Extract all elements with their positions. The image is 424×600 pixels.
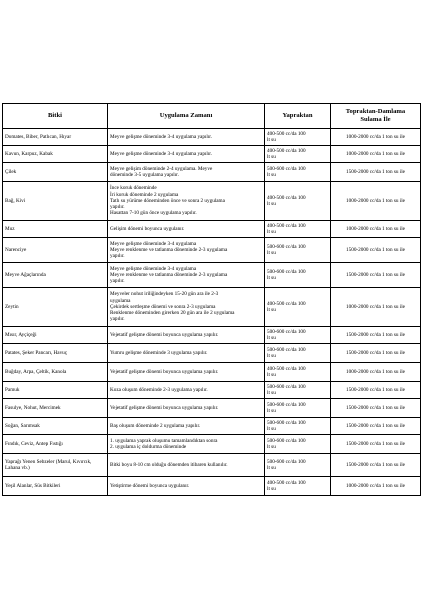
drip-dose-cell: 1000-2000 cc/da 1 ton su ile xyxy=(331,221,421,238)
drip-dose-cell: 1500-2000 cc/da 1 ton su ile xyxy=(331,238,421,263)
foliar-dose-line: lt su xyxy=(267,426,276,432)
foliar-dose-line: 500-600 cc/da 100 xyxy=(267,243,306,250)
application-time-line: İnce koruk döneminde xyxy=(110,185,157,192)
plant-cell: Narenciye xyxy=(3,238,108,263)
application-time-line: Bitki boyu 8-10 cm olduğu dönemden itibaren kullanılır. xyxy=(110,461,228,468)
drip-dose-cell: 1000-2000 cc/da 1 ton su ile xyxy=(331,129,421,146)
application-time-cell xyxy=(108,221,265,238)
plant-cell: Fasulye, Nohut, Mercimek xyxy=(3,399,108,418)
foliar-dose-line: 500-600 cc/da 100 xyxy=(267,328,306,335)
foliar-dose-line: lt su xyxy=(267,335,276,341)
foliar-dose-line: 500-600 cc/da 100 xyxy=(267,346,306,353)
table-row xyxy=(3,363,421,382)
drip-dose-cell: 1000-2000 cc/da 1 ton su ile xyxy=(331,146,421,163)
foliar-dose-line: lt su xyxy=(267,137,276,143)
drip-dose-cell: 1000-2000 cc/da 1 ton su ile xyxy=(331,182,421,221)
foliar-dose-line: 400-500 cc/da 100 xyxy=(267,479,306,486)
application-time-line: Meyve gelişme döneminde 3-4 uygulama xyxy=(110,240,197,247)
application-table xyxy=(2,103,421,496)
application-time-line: yapılır. xyxy=(110,253,125,260)
application-time-line: Meyve gelişme döneminde 3-4 uygulama yapılır. xyxy=(110,150,212,157)
application-time-line: Hasattan 7-10 gün önce uygulama yapılır. xyxy=(110,210,197,217)
application-time-cell xyxy=(108,182,265,221)
application-time-line: Gelişim dönemi boyunca uygulanır. xyxy=(110,225,185,232)
application-time-line: 2. uygulama iç doldurma döneminde xyxy=(110,444,187,450)
table-row xyxy=(3,238,421,263)
plant-cell: Fındık, Ceviz, Antep Fıstığı xyxy=(3,435,108,454)
foliar-dose-line: 400-500 cc/da 100 xyxy=(267,194,306,201)
plant-cell: Buğday, Arpa, Çeltik, Kanola xyxy=(3,363,108,382)
application-time-line: Vejetatif gelişme dönemi boyunca uygulama yapılır. xyxy=(110,404,219,411)
foliar-dose-cell xyxy=(265,477,331,496)
foliar-dose-line: lt su xyxy=(267,154,276,160)
application-time-line: Vejetatif gelişme dönemi boyunca uygulama yapılır. xyxy=(110,331,219,338)
application-time-line: Meyve renklenme ve tatlanma döneminde 2-3 uygulama xyxy=(110,271,228,278)
plant-cell: Soğan, Sarımsak xyxy=(3,418,108,435)
foliar-dose-line: 500-600 cc/da 100 xyxy=(267,458,306,465)
plant-cell: Kavun, Karpuz, Kabak xyxy=(3,146,108,163)
drip-dose-cell: 1000-2000 cc/da 1 ton su ile xyxy=(331,477,421,496)
table-row xyxy=(3,263,421,288)
foliar-dose-line: 500-600 cc/da 100 xyxy=(267,268,306,275)
application-time-line: döneminde 3-5 uygulama yapılır. xyxy=(110,172,179,178)
foliar-dose-line: lt su xyxy=(267,408,276,414)
header-plant: Bitki xyxy=(3,104,108,129)
table-row xyxy=(3,399,421,418)
drip-dose-cell: 1500-2000 cc/da 1 ton su ile xyxy=(331,263,421,288)
table-header-row xyxy=(3,104,421,129)
foliar-dose-line: lt su xyxy=(267,444,276,450)
foliar-dose-cell xyxy=(265,382,331,399)
table-row xyxy=(3,477,421,496)
plant-cell: Meyve Ağaçlarında xyxy=(3,263,108,288)
application-time-line: Meyve gelişme döneminde 3-4 uygulama yapılır. xyxy=(110,133,212,140)
table-row xyxy=(3,182,421,221)
foliar-dose-line: lt su xyxy=(267,307,276,313)
drip-dose-cell: 1500-2000 cc/da 1 ton su ile xyxy=(331,418,421,435)
application-time-cell xyxy=(108,382,265,399)
table-row xyxy=(3,221,421,238)
foliar-dose-line: lt su xyxy=(267,275,276,281)
header-drip-irrigation xyxy=(331,104,421,129)
header-drip-line1: Topraktan-Damlama xyxy=(345,108,406,116)
application-time-line: Renklenme döneminden girerken 20 gün ara ile 2 uygulama xyxy=(110,310,235,317)
drip-dose-cell: 1000-2000 cc/da 1 ton su ile xyxy=(331,363,421,382)
application-time-cell xyxy=(108,344,265,363)
document-page xyxy=(2,103,420,496)
drip-dose-cell: 1500-2000 cc/da 1 ton su ile xyxy=(331,163,421,182)
foliar-dose-line: 400-500 cc/da 100 xyxy=(267,222,306,229)
foliar-dose-line: 500-600 cc/da 100 xyxy=(267,437,306,444)
plant-cell: Yeşil Alanlar, Süs Bitkileri xyxy=(3,477,108,496)
table-row xyxy=(3,344,421,363)
foliar-dose-line: 400-500 cc/da 100 xyxy=(267,300,306,307)
application-time-cell xyxy=(108,146,265,163)
foliar-dose-line: 500-600 cc/da 100 xyxy=(267,383,306,390)
application-time-cell xyxy=(108,129,265,146)
foliar-dose-cell xyxy=(265,363,331,382)
application-time-line: Yumru gelişme döneminde 3 uygulama yapılır. xyxy=(110,349,208,356)
foliar-dose-cell xyxy=(265,435,331,454)
application-time-cell xyxy=(108,399,265,418)
foliar-dose-line: lt su xyxy=(267,172,276,178)
application-time-line: yapılır. xyxy=(110,316,125,323)
plant-cell: Domates, Biber, Patlıcan, Hıyar xyxy=(3,129,108,146)
drip-dose-cell: 1500-2000 cc/da 1 ton su ile xyxy=(331,454,421,477)
foliar-dose-line: lt su xyxy=(267,201,276,207)
application-time-line: yapılır. xyxy=(110,278,125,285)
application-time-line: Meyve gelişim döneminde 2-4 uygulama. Meyve xyxy=(110,165,213,172)
plant-cell: Pamuk xyxy=(3,382,108,399)
header-drip-line2: Sulama İle xyxy=(360,116,391,123)
foliar-dose-line: lt su xyxy=(267,372,276,378)
foliar-dose-cell xyxy=(265,263,331,288)
application-time-line: Meyve gelişme döneminde 3-4 uygulama xyxy=(110,265,197,272)
table-row xyxy=(3,288,421,327)
application-time-line: Meyveler nohut iriliğindeyken 15-20 gün ara ile 2-3 xyxy=(110,291,219,298)
drip-dose-cell: 1500-2000 cc/da 1 ton su ile xyxy=(331,327,421,344)
foliar-dose-line: lt su xyxy=(267,229,276,235)
foliar-dose-cell xyxy=(265,344,331,363)
table-body xyxy=(3,129,421,496)
header-foliar: Yapraktan xyxy=(265,104,331,129)
foliar-dose-line: lt su xyxy=(267,390,276,396)
application-time-cell xyxy=(108,327,265,344)
application-time-cell xyxy=(108,238,265,263)
foliar-dose-cell xyxy=(265,221,331,238)
application-time-cell xyxy=(108,477,265,496)
plant-cell: Bağ, Kivi xyxy=(3,182,108,221)
header-application-time: Uygulama Zamanı xyxy=(108,104,265,129)
foliar-dose-cell xyxy=(265,327,331,344)
table-row xyxy=(3,418,421,435)
plant-cell: Zeytin xyxy=(3,288,108,327)
foliar-dose-line: lt su xyxy=(267,353,276,359)
foliar-dose-line: 400-500 cc/da 100 xyxy=(267,365,306,372)
plant-cell: Patates, Şeker Pancarı, Havuç xyxy=(3,344,108,363)
foliar-dose-cell xyxy=(265,418,331,435)
foliar-dose-line: lt su xyxy=(267,465,276,471)
table-row xyxy=(3,327,421,344)
table-row xyxy=(3,435,421,454)
foliar-dose-line: 500-600 cc/da 100 xyxy=(267,401,306,408)
application-time-cell xyxy=(108,363,265,382)
table-row xyxy=(3,146,421,163)
drip-dose-cell: 1500-2000 cc/da 1 ton su ile xyxy=(331,344,421,363)
drip-dose-cell: 1500-2000 cc/da 1 ton su ile xyxy=(331,382,421,399)
drip-dose-cell: 1500-2000 cc/da 1 ton su ile xyxy=(331,399,421,418)
drip-dose-cell: 1000-2000 cc/da 1 ton su ile xyxy=(331,288,421,327)
foliar-dose-line: 400-500 cc/da 100 xyxy=(267,147,306,154)
application-time-line: Baş oluşum döneminde 2 uygulama yapılır. xyxy=(110,422,201,429)
application-time-line: Çekirdek sertleşme dönemi ve sonra 2-3 uygulama xyxy=(110,303,216,310)
application-time-cell xyxy=(108,288,265,327)
application-time-line: Vejetatif gelişme dönemi boyunca uygulama yapılır. xyxy=(110,368,219,375)
foliar-dose-line: 500-600 cc/da 100 xyxy=(267,419,306,426)
application-time-line: Yetiştirme dönemi boyunca uygulanır. xyxy=(110,482,190,489)
foliar-dose-cell xyxy=(265,454,331,477)
foliar-dose-cell xyxy=(265,182,331,221)
foliar-dose-cell xyxy=(265,399,331,418)
application-time-line: 1. uygulama yaprak oluşumu tamamlandıktan sonra xyxy=(110,437,218,444)
table-row xyxy=(3,129,421,146)
application-time-cell xyxy=(108,435,265,454)
application-time-line: Koza oluşum döneminde 2-3 uygulama yapılır. xyxy=(110,386,208,393)
application-time-line: Tatlı su yürüme döneminden önce ve sonra 2 uygulama xyxy=(110,197,225,204)
table-row xyxy=(3,454,421,477)
table-row xyxy=(3,382,421,399)
plant-cell: Muz xyxy=(3,221,108,238)
plant-cell: Mısır, Ayçiçeği xyxy=(3,327,108,344)
drip-dose-cell: 1500-2000 cc/da 1 ton su ile xyxy=(331,435,421,454)
foliar-dose-cell xyxy=(265,163,331,182)
application-time-cell xyxy=(108,263,265,288)
application-time-line: Meyve renklenme ve tatlanma döneminde 2-3 uygulama xyxy=(110,246,228,253)
foliar-dose-line: 500-600 cc/da 100 xyxy=(267,165,306,172)
application-time-line: yapılır. xyxy=(110,204,125,211)
foliar-dose-line: lt su xyxy=(267,486,276,492)
application-time-cell xyxy=(108,454,265,477)
application-time-line: uygulama xyxy=(110,297,131,304)
application-time-line: İri koruk döneminde 2 uygulama xyxy=(110,191,179,198)
application-time-cell xyxy=(108,163,265,182)
foliar-dose-line: lt su xyxy=(267,250,276,256)
foliar-dose-line: 400-500 cc/da 100 xyxy=(267,130,306,137)
plant-cell: Yaprağı Yenen Sebzeler (Marul, Kıvırcık, Lahana vb.) xyxy=(3,454,108,477)
application-time-cell xyxy=(108,418,265,435)
foliar-dose-cell xyxy=(265,146,331,163)
table-row xyxy=(3,163,421,182)
foliar-dose-cell xyxy=(265,238,331,263)
foliar-dose-cell xyxy=(265,129,331,146)
plant-cell: Çilek xyxy=(3,163,108,182)
foliar-dose-cell xyxy=(265,288,331,327)
